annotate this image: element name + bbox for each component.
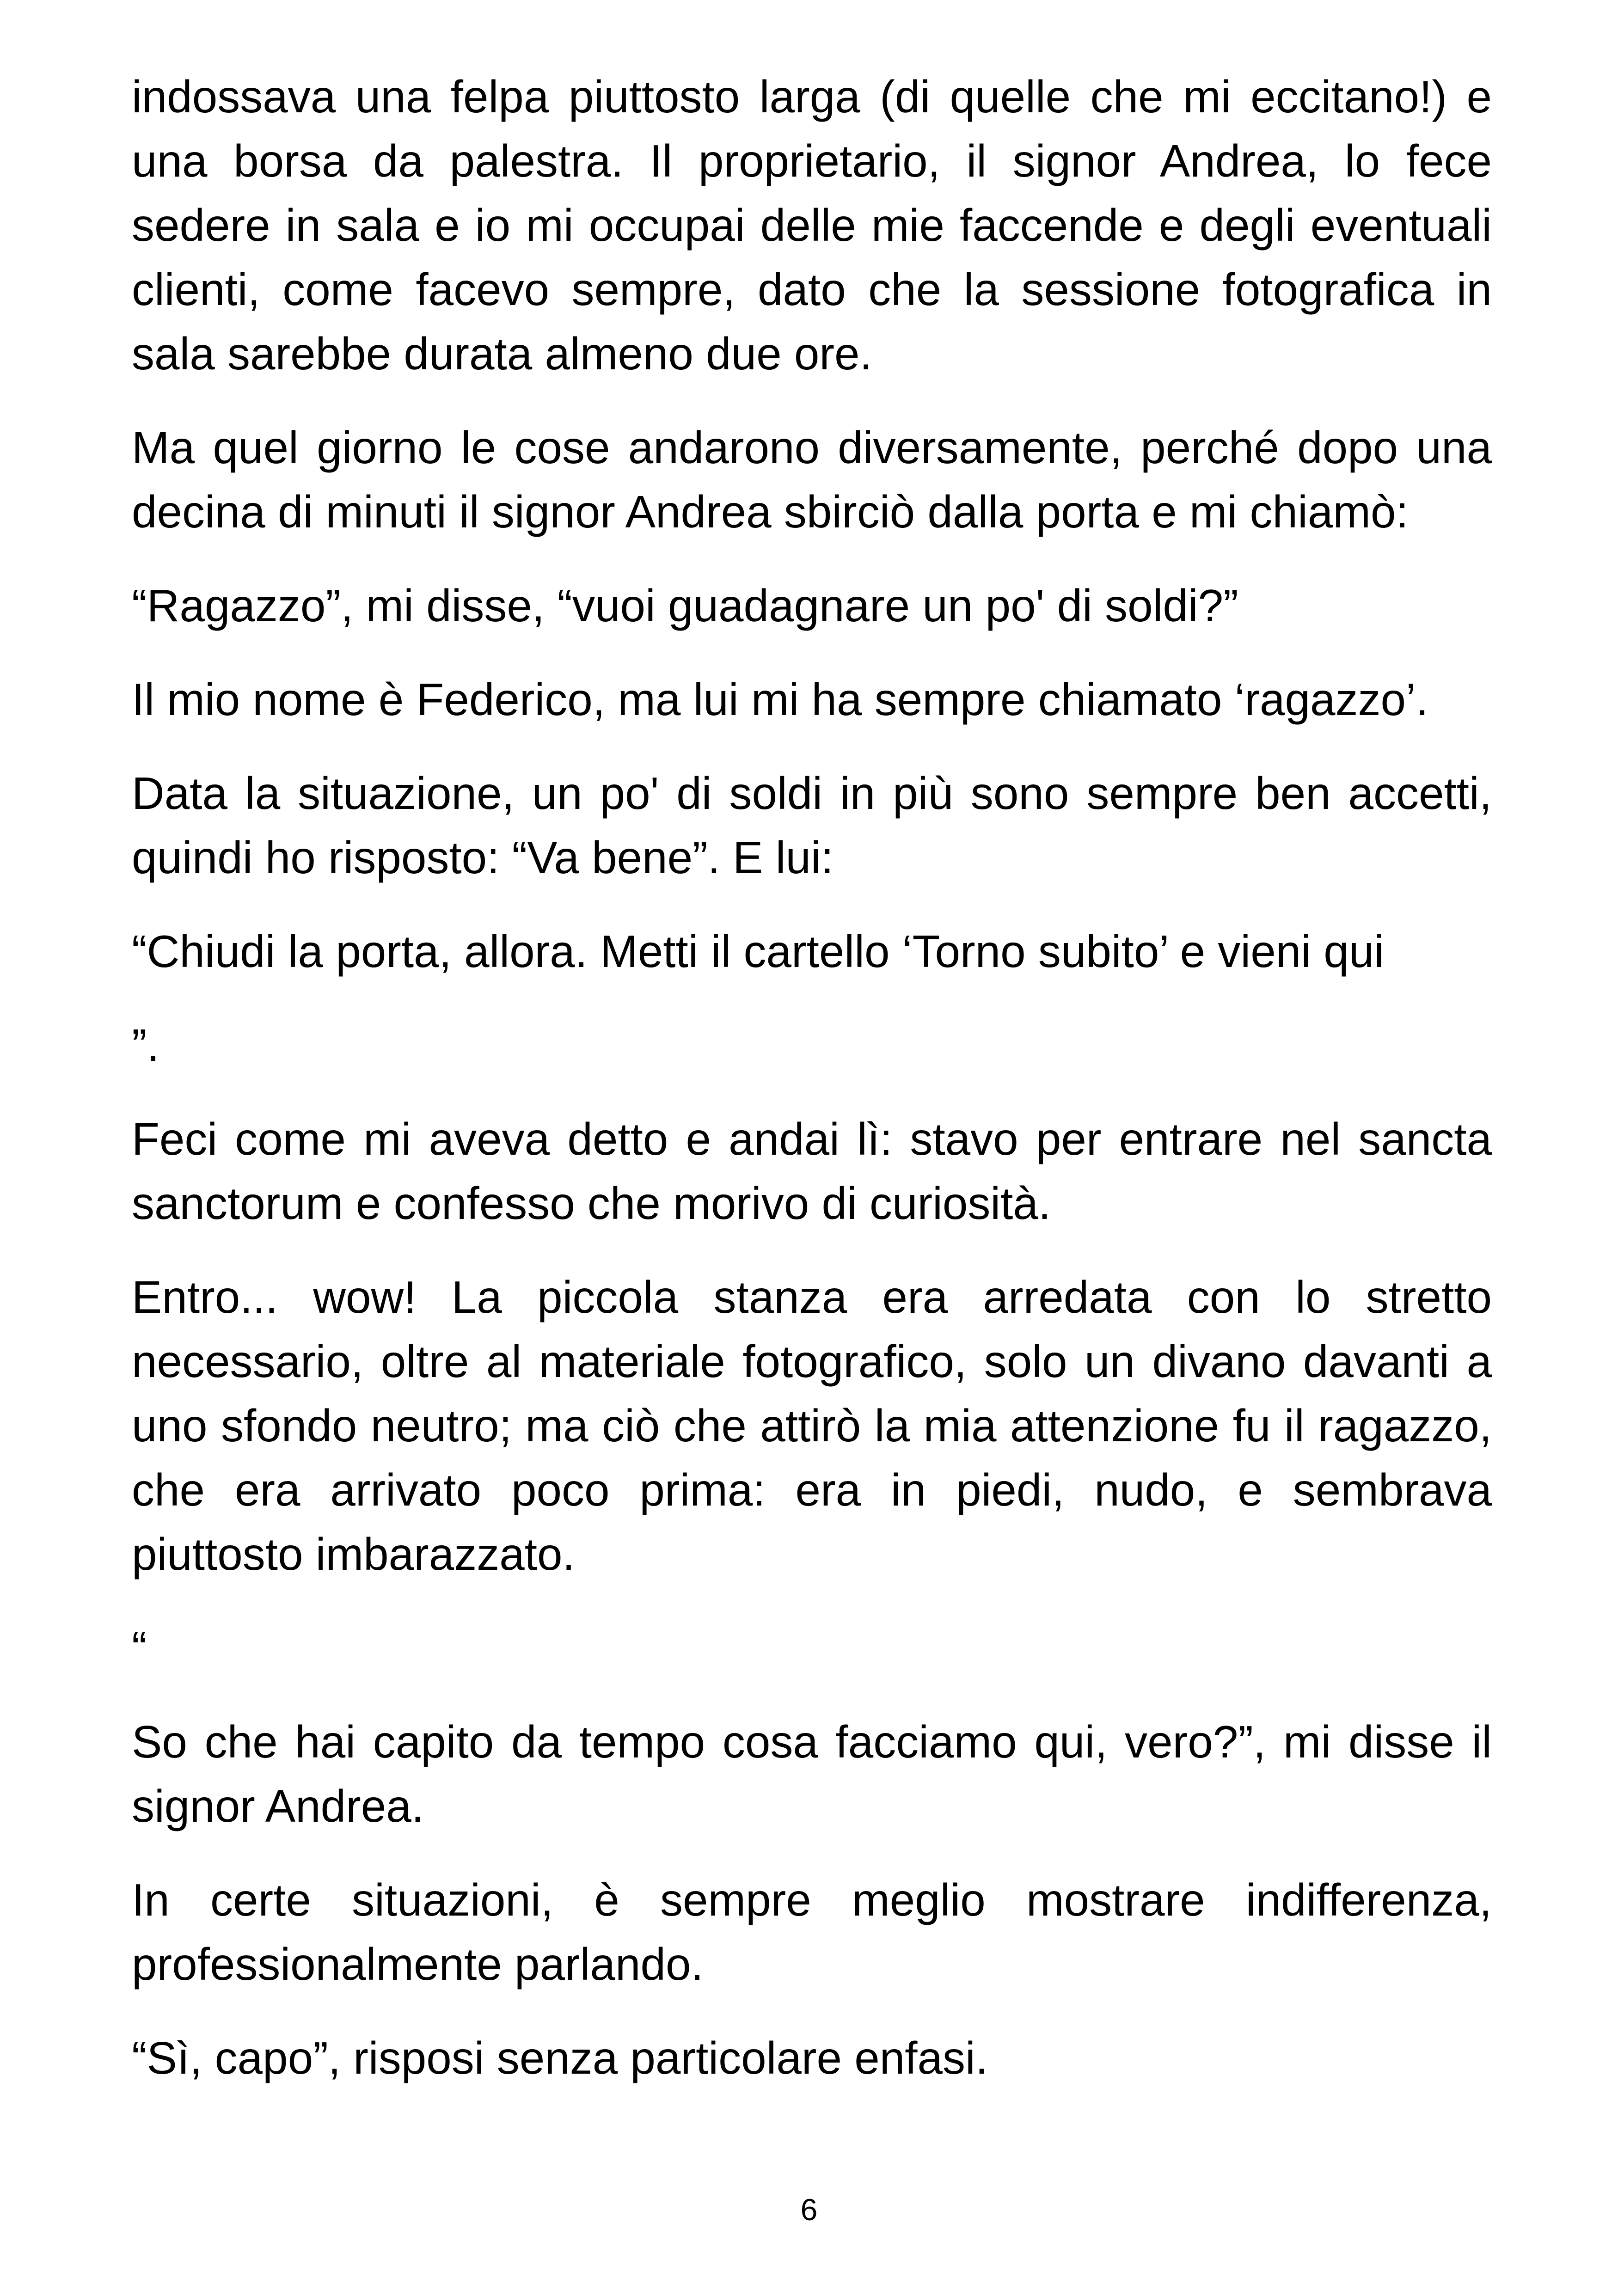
paragraph-4: Il mio nome è Federico, ma lui mi ha sempre chiamato ‘ragazzo’. [132, 674, 1429, 725]
body-text [132, 65, 1492, 2120]
paragraph-2: Ma quel giorno le cose andarono diversamente, perché dopo una decina di minuti il signor Andrea sbirciò dalla porta e mi chiamò: [132, 422, 1492, 537]
paragraph-11: So che hai capito da tempo cosa facciamo qui, vero?”, mi disse il signor Andrea. [132, 1716, 1492, 1831]
paragraph-13: “Sì, capo”, risposi senza particolare enfasi. [132, 2033, 988, 2083]
paragraph-6: “Chiudi la porta, allora. Metti il cartello ‘Torno subito’ e vieni qui [132, 926, 1384, 977]
paragraph-9: Entro... wow! La piccola stanza era arredata con lo stretto necessario, oltre al materiale fotografico, solo un divano davanti a uno sfondo neutro; ma ciò che attirò la mia attenzione fu il ragazzo, che era arrivato poco prima: era in piedi, nudo, e sembrava piuttosto imbarazzato. [132, 1272, 1492, 1580]
paragraph-3: “Ragazzo”, mi disse, “vuoi guadagnare un po' di soldi?” [132, 580, 1238, 631]
paragraph-5: Data la situazione, un po' di soldi in più sono sempre ben accetti, quindi ho risposto: “Va bene”. E lui: [132, 768, 1492, 883]
page-number: 6 [800, 2192, 818, 2227]
paragraph-8: Feci come mi aveva detto e andai lì: stavo per entrare nel sancta sanctorum e confesso che morivo di curiosità. [132, 1114, 1492, 1229]
paragraph-12: In certe situazioni, è sempre meglio mostrare indifferenza, professionalmente parlando. [132, 1874, 1492, 1990]
paragraph-1: indossava una felpa piuttosto larga (di quelle che mi eccitano!) e una borsa da palestra. Il proprietario, il signor Andrea, lo fece sedere in sala e io mi occupai delle mie faccende e degli eventuali clienti, come facevo sempre, dato che la sessione fotografica in sala sarebbe durata almeno due ore. [132, 71, 1492, 379]
paragraph-10: “ [132, 1623, 147, 1673]
paragraph-7: ”. [132, 1020, 159, 1071]
